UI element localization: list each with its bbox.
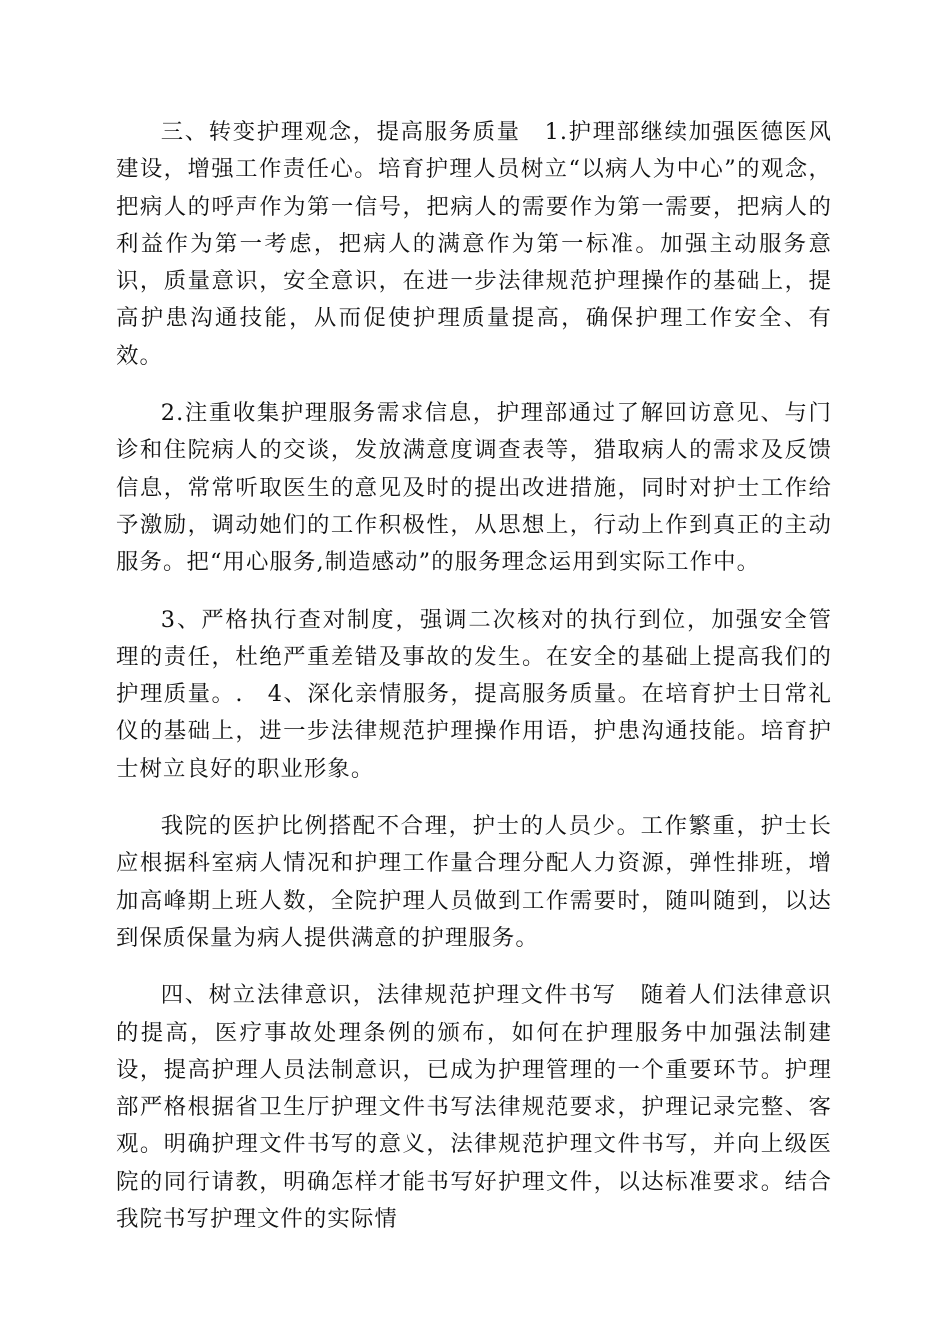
paragraph-check-system: 3、严格执行查对制度，强调二次核对的执行到位，加强安全管理的责任，杜绝严重差错及事故的发生。在安全的基础上提高我们的护理质量。. 4、深化亲情服务，提高服务质量。在培育护士日常礼仪的基础上，进一步法律规范护理操作用语，护患沟通技能。培育护士树立良好的职业形象。 — [116, 606, 832, 782]
paragraph-collect-feedback: 2.注重收集护理服务需求信息，护理部通过了解回访意见、与门诊和住院病人的交谈，发放满意度调查表等，猎取病人的需求及反馈信息，常常听取医生的意见及时的提出改进措施，同时对护士工作给予激励，调动她们的工作积极性，从思想上，行动上作到真正的主动服务。把“用心服务,制造感动”的服务理念运用到实际工作中。 — [116, 400, 832, 576]
paragraph-legal-awareness: 四、树立法律意识，法律规范护理文件书写 随着人们法律意识的提高，医疗事故处理条例的颁布，如何在护理服务中加强法制建设，提高护理人员法制意识，已成为护理管理的一个重要环节。护理部严格根据省卫生厅护理文件书写法律规范要求，护理记录完整、客观。明确护理文件书写的意义，法律规范护理文件书写，并向上级医院的同行请教，明确怎样才能书写好护理文件，以达标准要求。结合我院书写护理文件的实际情 — [116, 982, 832, 1233]
paragraph-staffing: 我院的医护比例搭配不合理，护士的人员少。工作繁重，护士长应根据科室病人情况和护理工作量合理分配人力资源，弹性排班，增加高峰期上班人数，全院护理人员做到工作需要时，随叫随到，以达到保质保量为病人提供满意的护理服务。 — [116, 813, 832, 951]
paragraph-service-quality: 三、转变护理观念，提高服务质量 1.护理部继续加强医德医风建设，增强工作责任心。培育护理人员树立“以病人为中心”的观念，把病人的呼声作为第一信号，把病人的需要作为第一需要，把病人的利益作为第一考虑，把病人的满意作为第一标准。加强主动服务意识，质量意识，安全意识，在进一步法律规范护理操作的基础上，提高护患沟通技能，从而促使护理质量提高，确保护理工作安全、有效。 — [116, 119, 832, 369]
